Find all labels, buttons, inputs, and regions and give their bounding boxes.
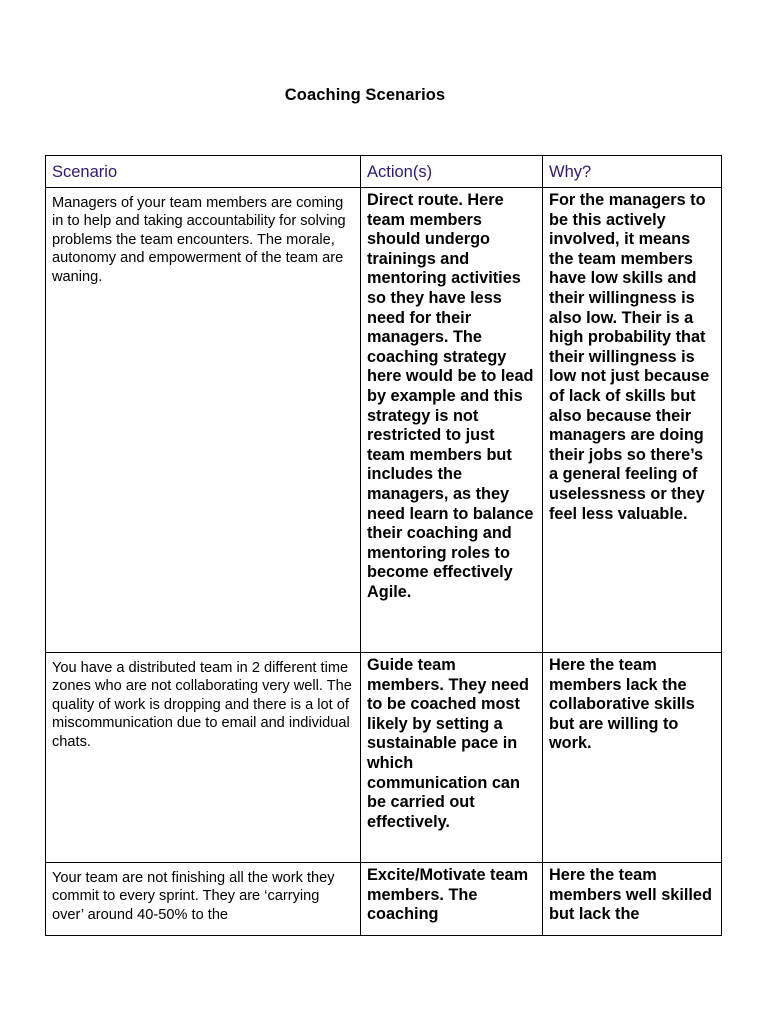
actions-text: Guide team members. They need to be coached most likely by setting a sustainable pace in which communication can be carried out effectively. xyxy=(367,656,529,831)
table-header-row xyxy=(46,156,722,188)
header-why xyxy=(543,156,722,188)
scenario-text: Managers of your team members are coming in to help and taking accountability for solving problems the team encounters. The morale, autonomy and empowerment of the team are waning. xyxy=(52,195,346,285)
document-title: Coaching Scenarios xyxy=(284,86,446,104)
header-scenario xyxy=(46,156,361,188)
why-cell xyxy=(543,188,722,653)
header-scenario-label: Scenario xyxy=(52,163,118,181)
scenario-text: You have a distributed team in 2 different time zones who are not collaborating very well. The quality of work is dropping and there is a lot of miscommunication due to email and individual chats. xyxy=(52,660,352,750)
why-text: For the managers to be this actively involved, it means the team members have low skills and their willingness is also low. Their is a high probability that their willingness is low not just because of lack of skills but also because their managers are doing their jobs so there’s a general feeling of uselessness or they feel less valuable. xyxy=(549,191,710,523)
why-text: Here the team members lack the collaborative skills but are willing to work. xyxy=(549,656,695,753)
scenario-cell xyxy=(46,863,361,936)
scenario-cell xyxy=(46,653,361,863)
scenario-text: Your team are not finishing all the work they commit to every sprint. They are ‘carrying over’ around 40-50% to the xyxy=(52,870,335,923)
header-actions-label: Action(s) xyxy=(367,163,433,181)
actions-cell xyxy=(361,653,543,863)
why-cell xyxy=(543,863,722,936)
scenario-cell xyxy=(46,188,361,653)
table-row xyxy=(46,653,722,863)
actions-text: Direct route. Here team members should undergo trainings and mentoring activities so they have less need for their managers. The coaching strategy here would be to lead by example and this strategy is not restricted to just team members but includes the managers, as they need learn to balance their coaching and mentoring roles to become effectively Agile. xyxy=(367,191,534,601)
actions-text: Excite/Motivate team members. The coaching xyxy=(367,866,529,924)
header-actions xyxy=(361,156,543,188)
table-row xyxy=(46,863,722,936)
actions-cell xyxy=(361,188,543,653)
table-row xyxy=(46,188,722,653)
scenarios-table xyxy=(45,155,722,936)
why-cell xyxy=(543,653,722,863)
header-why-label: Why? xyxy=(549,163,592,181)
actions-cell xyxy=(361,863,543,936)
why-text: Here the team members well skilled but lack the xyxy=(549,866,712,924)
